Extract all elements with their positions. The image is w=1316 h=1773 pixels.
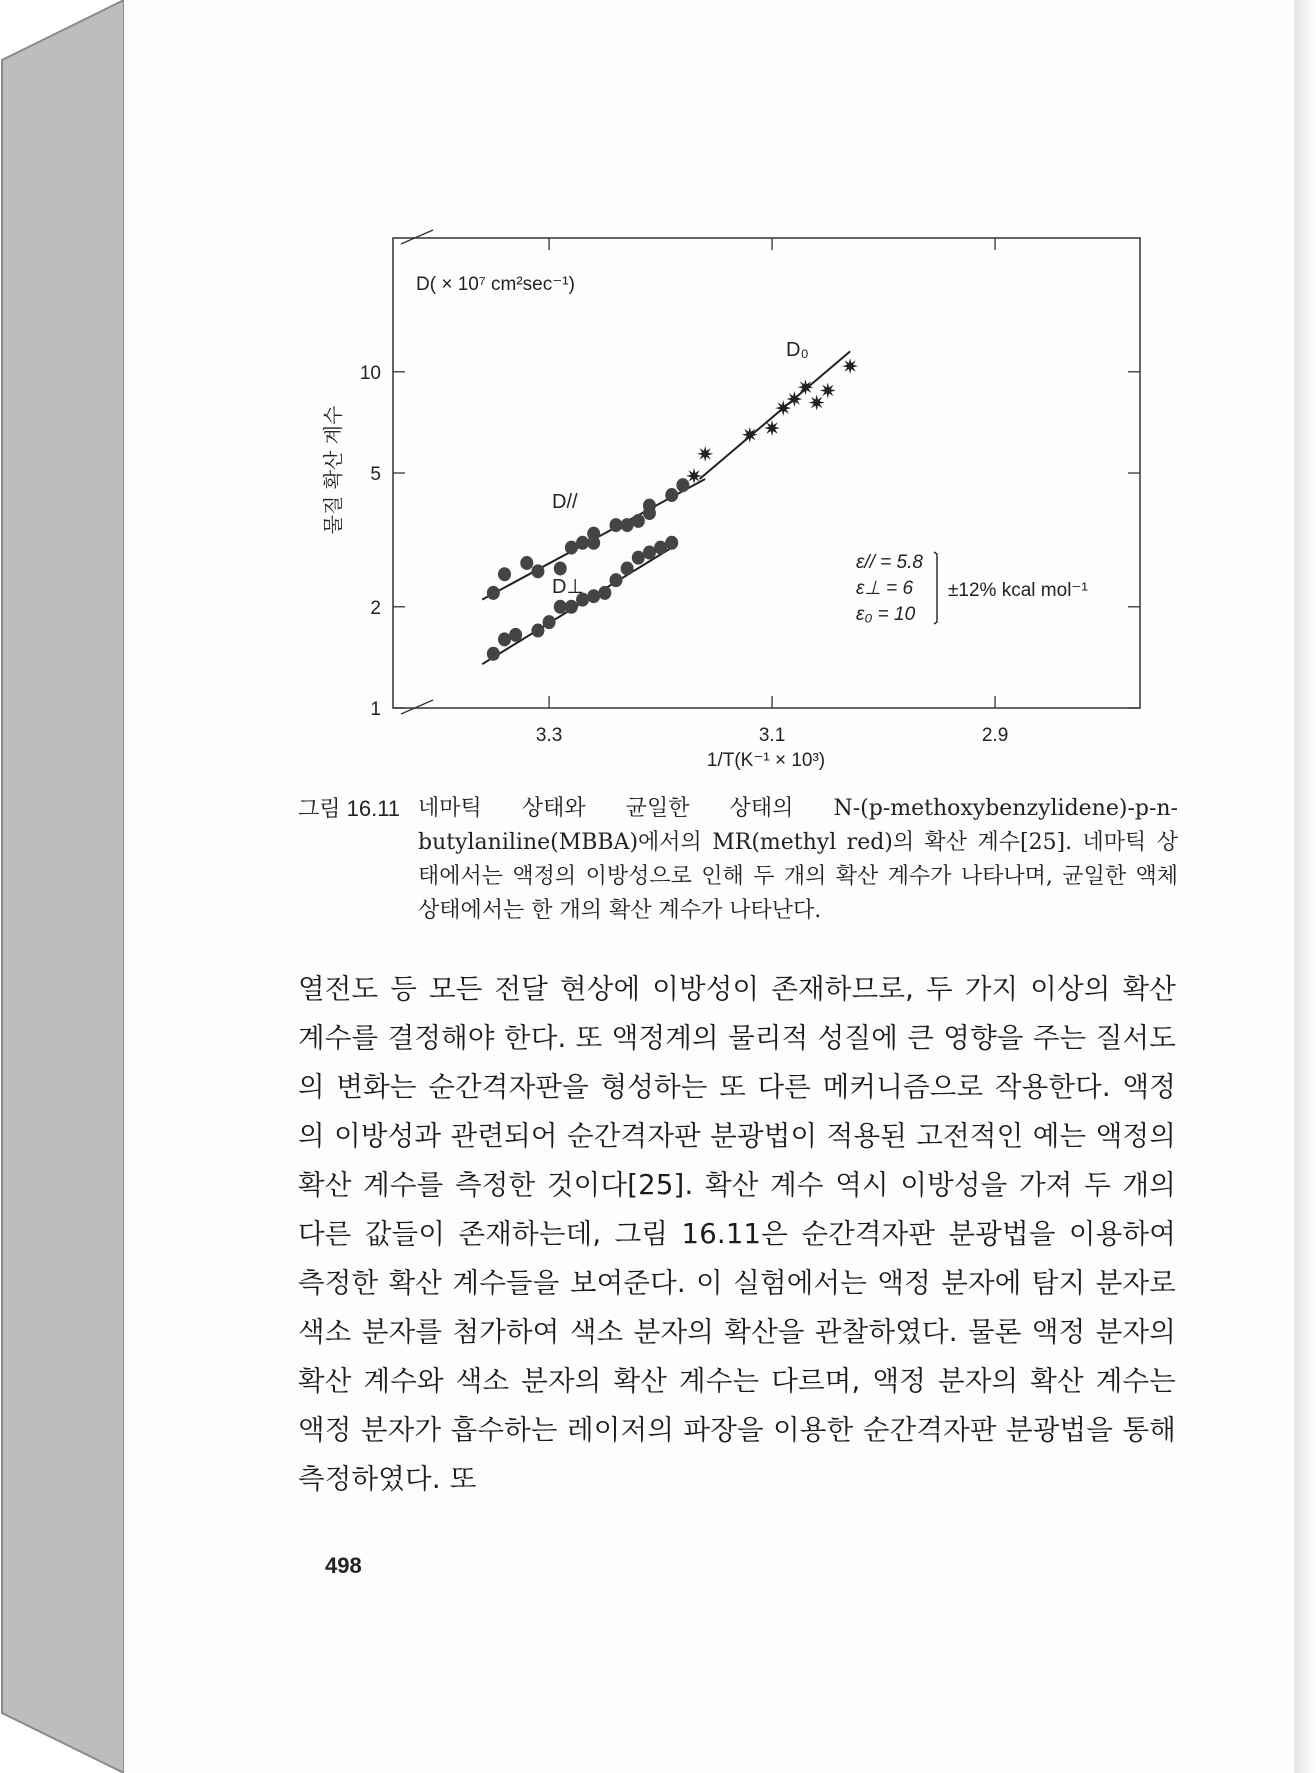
legend-line: ε⊥ = 6 bbox=[856, 578, 914, 599]
figure-caption bbox=[298, 792, 1178, 928]
figure-label: 그림 16.11 bbox=[298, 796, 401, 821]
data-point-D// bbox=[554, 561, 567, 575]
data-point-D// bbox=[565, 541, 578, 555]
legend-brace bbox=[934, 552, 937, 624]
data-point-D⊥ bbox=[487, 647, 500, 661]
data-point-D⊥ bbox=[531, 624, 544, 638]
x-tick-label: 3.1 bbox=[758, 725, 786, 746]
series-label-D0: D₀ bbox=[786, 339, 809, 361]
data-point-D// bbox=[498, 567, 511, 581]
data-point-D// bbox=[665, 488, 678, 502]
y-tick-label: 5 bbox=[370, 464, 381, 485]
data-point-D// bbox=[531, 564, 544, 578]
y-tick-label: 2 bbox=[370, 597, 381, 619]
data-point-D0 bbox=[842, 358, 858, 374]
axis-break-bottom bbox=[401, 700, 433, 714]
y-tick-label: 10 bbox=[359, 362, 381, 384]
figure-caption-text: 네마틱 상태와 균일한 상태의 N-(p-methoxybenzylidene)-p-n-butylaniline(MBBA)에서의 MR(methyl red)의 확산 계수[25]. 네마틱 상태에서는 액정의 이방성으로 인해 두 개의 확산 계수가 나타나며, 균일한 액체 상태에서는 한 개의 확산 계수가 나타난다. bbox=[418, 796, 1178, 923]
data-point-D⊥ bbox=[654, 541, 667, 555]
legend-error: ±12% kcal mol⁻¹ bbox=[948, 580, 1088, 601]
data-point-D⊥ bbox=[643, 546, 656, 560]
data-point-D// bbox=[587, 536, 600, 550]
data-point-D0 bbox=[697, 446, 713, 462]
axis-break-top bbox=[401, 230, 433, 244]
data-point-D⊥ bbox=[509, 628, 522, 642]
data-point-D// bbox=[676, 478, 689, 492]
data-point-D⊥ bbox=[665, 536, 678, 550]
data-point-D0 bbox=[809, 395, 825, 411]
data-point-D⊥ bbox=[598, 586, 611, 600]
diffusion-chart bbox=[0, 0, 1316, 780]
y-tick-label: 1 bbox=[370, 699, 381, 720]
data-point-D⊥ bbox=[609, 573, 622, 587]
data-point-D⊥ bbox=[632, 551, 645, 565]
data-point-D// bbox=[632, 514, 645, 528]
data-point-D// bbox=[576, 536, 589, 550]
fit-line-D0 bbox=[700, 351, 851, 479]
data-point-D⊥ bbox=[587, 589, 600, 603]
data-point-D0 bbox=[820, 383, 836, 399]
data-point-D⊥ bbox=[621, 561, 634, 575]
legend-line: ε₀ = 10 bbox=[856, 604, 916, 625]
data-point-D0 bbox=[764, 420, 780, 436]
body-paragraph: 열전도 등 모든 전달 현상에 이방성이 존재하므로, 두 가지 이상의 확산 계수를 결정해야 한다. 또 액정계의 물리적 성질에 큰 영향을 주는 질서도의 변화는 순간격자판을 형성하는 또 다른 메커니즘으로 작용한다. 액정의 이방성과 관련되어 순간격자판 분광법이 적용된 고전적인 예는 액정의 확산 계수를 측정한 것이다[25]. 확산 계수 역시 이방성을 가져 두 개의 다른 값들이 존재하는데, 그림 16.11은 순간격자판 분광법을 이용하여 측정한 확산 계수들을 보여준다. 이 실험에서는 액정 분자에 탐지 분자로 색소 분자를 첨가하여 색소 분자의 확산을 관찰하였다. 물론 액정 분자의 확산 계수와 색소 분자의 확산 계수는 다르며, 액정 분자의 확산 계수는 액정 분자가 흡수하는 레이저의 파장을 이용한 순간격자판 분광법을 통해 측정하였다. 또 bbox=[298, 973, 1176, 1495]
series-label-D//: D// bbox=[552, 491, 578, 513]
x-tick-label: 2.9 bbox=[981, 725, 1009, 746]
series-label-D⊥: D⊥ bbox=[552, 576, 584, 598]
data-point-D// bbox=[621, 518, 634, 532]
data-point-D⊥ bbox=[498, 632, 511, 646]
y-axis-title: D( × 10⁷ cm²sec⁻¹) bbox=[416, 274, 575, 295]
x-tick-label: 3.3 bbox=[535, 725, 563, 746]
data-point-D⊥ bbox=[565, 600, 578, 614]
y-axis-side-label: 물질 확산 계수 bbox=[321, 405, 345, 535]
page-number: 498 bbox=[325, 1553, 362, 1578]
data-point-D⊥ bbox=[543, 615, 556, 629]
data-point-D⊥ bbox=[554, 600, 567, 614]
data-point-D// bbox=[643, 506, 656, 520]
legend-line: ε// = 5.8 bbox=[856, 552, 923, 573]
data-point-D// bbox=[520, 556, 533, 570]
data-point-D// bbox=[487, 586, 500, 600]
x-axis-title: 1/T(K⁻¹ × 10³) bbox=[706, 750, 826, 771]
data-point-D// bbox=[609, 518, 622, 532]
